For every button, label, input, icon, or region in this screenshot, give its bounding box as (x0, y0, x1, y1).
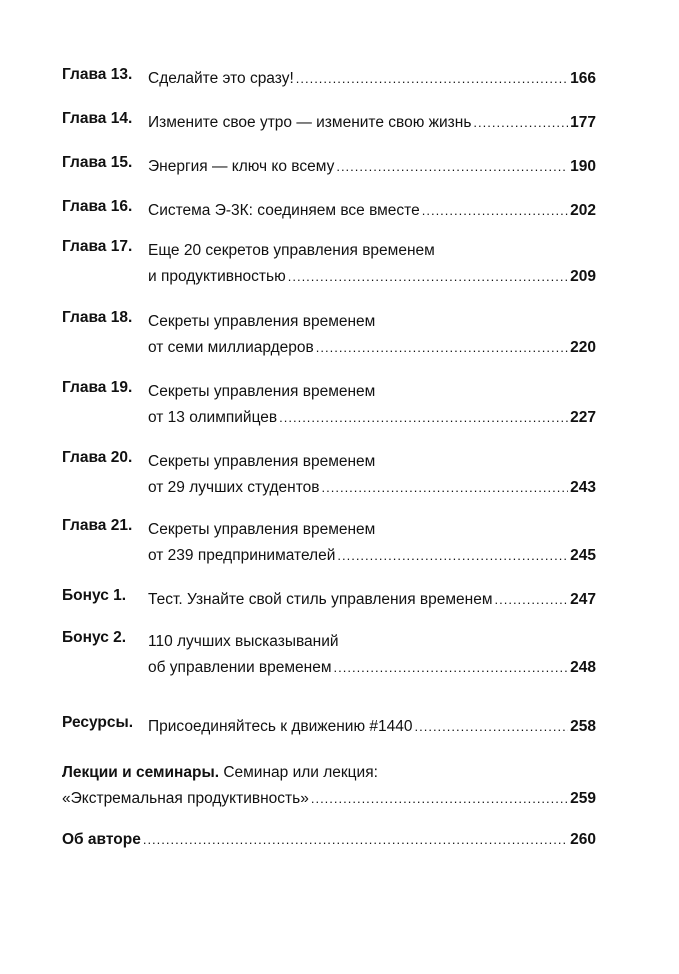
toc-entry-ch17[interactable] (62, 238, 596, 290)
toc-entry-label: Бонус 2. (62, 629, 127, 646)
leader-dots (473, 110, 568, 136)
toc-entry-ch20[interactable] (62, 449, 596, 501)
toc-entry-page: 190 (570, 158, 596, 175)
leader-dots (288, 264, 568, 290)
toc-entry-label: Об авторе (62, 831, 141, 848)
toc-entry-title: Секреты управления временем (148, 521, 376, 538)
toc-entry-page: 258 (570, 718, 596, 735)
toc-entry-page: 202 (570, 202, 596, 219)
toc-entry-bonus1[interactable] (62, 587, 596, 613)
toc-entry-label: Глава 15. (62, 154, 133, 171)
toc-entry-ch18[interactable] (62, 309, 596, 361)
leader-dots (495, 587, 569, 613)
toc-entry-title: Еще 20 секретов управления временем (148, 242, 435, 259)
toc-entry-label: Глава 20. (62, 449, 133, 466)
toc-entry-title: Тест. Узнайте свой стиль управления временем (148, 591, 493, 608)
toc-entry-title-cont: и продуктивностью (148, 268, 286, 285)
toc-entry-page: 245 (570, 547, 596, 564)
toc-entry-bonus2[interactable] (62, 629, 596, 681)
toc-entry-page: 177 (570, 114, 596, 131)
toc-entry-page: 260 (570, 831, 596, 848)
toc-entry-label: Лекции и семинары. (62, 764, 220, 781)
toc-entry-page: 227 (570, 409, 596, 426)
toc-entry-title-cont: от семи миллиардеров (148, 339, 314, 356)
toc-entry-title: Присоединяйтесь к движению #1440 (148, 718, 413, 735)
leader-dots (296, 66, 568, 92)
toc-entry-title: Система Э-3К: соединяем все вместе (148, 202, 420, 219)
toc-entry-ch16[interactable] (62, 198, 596, 224)
toc-entry-label: Глава 21. (62, 517, 133, 534)
toc-entry-ch19[interactable] (62, 379, 596, 431)
toc-entry-title: Секреты управления временем (148, 313, 376, 330)
toc-entry-page: 259 (570, 790, 596, 807)
toc-entry-page: 243 (570, 479, 596, 496)
toc-entry-lectures[interactable] (62, 760, 596, 812)
leader-dots (336, 154, 568, 180)
leader-dots (422, 198, 568, 224)
leader-dots (337, 543, 568, 569)
toc-entry-label: Глава 17. (62, 238, 133, 255)
toc-entry-title: Измените свое утро — измените свою жизнь (148, 114, 472, 131)
toc-entry-resources[interactable] (62, 714, 596, 740)
toc-entry-page: 220 (570, 339, 596, 356)
toc-entry-title-cont: от 13 олимпийцев (148, 409, 278, 426)
toc-entry-page: 166 (570, 70, 596, 87)
toc-entry-label: Бонус 1. (62, 587, 127, 604)
toc-entry-ch13[interactable] (62, 66, 596, 92)
toc-entry-title: Семинар или лекция: (223, 764, 378, 781)
toc-entry-ch14[interactable] (62, 110, 596, 136)
toc-entry-page: 247 (570, 591, 596, 608)
toc-entry-title: Секреты управления временем (148, 383, 376, 400)
toc-entry-title-cont: от 239 предпринимателей (148, 547, 336, 564)
toc-entry-page: 248 (570, 659, 596, 676)
leader-dots (311, 786, 568, 812)
toc-entry-ch21[interactable] (62, 517, 596, 569)
toc-entry-label: Глава 13. (62, 66, 133, 83)
toc-entry-ch15[interactable] (62, 154, 596, 180)
toc-entry-page: 209 (570, 268, 596, 285)
toc-entry-title-cont: от 29 лучших студентов (148, 479, 320, 496)
toc-entry-label: Ресурсы. (62, 714, 134, 731)
toc-entry-title: Сделайте это сразу! (148, 70, 294, 87)
leader-dots (143, 827, 568, 853)
leader-dots (279, 405, 568, 431)
toc-entry-title-cont: «Экстремальная продуктивность» (62, 790, 309, 807)
toc-entry-label: Глава 16. (62, 198, 133, 215)
toc-entry-title: Энергия — ключ ко всему (148, 158, 335, 175)
toc-entry-title: 110 лучших высказываний (148, 633, 339, 650)
leader-dots (334, 655, 569, 681)
leader-dots (415, 714, 569, 740)
toc-entry-label: Глава 14. (62, 110, 133, 127)
toc-entry-title-cont: об управлении временем (148, 659, 332, 676)
toc-entry-label: Глава 19. (62, 379, 133, 396)
toc-entry-about[interactable] (62, 827, 596, 853)
leader-dots (316, 335, 568, 361)
toc-entry-title: Секреты управления временем (148, 453, 376, 470)
toc-entry-label: Глава 18. (62, 309, 133, 326)
leader-dots (322, 475, 569, 501)
